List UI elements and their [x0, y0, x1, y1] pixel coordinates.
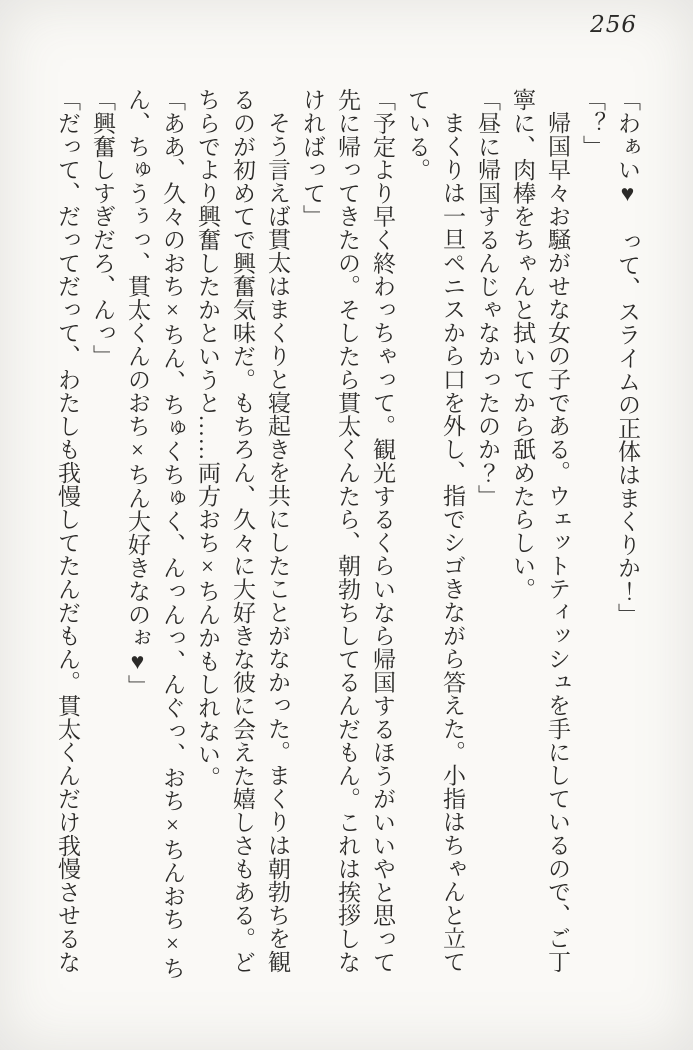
page-number: 256 [590, 12, 637, 38]
text-line: るのが初めてで興奮気味だ。もちろん、久々に大好きな彼に会えた嬉しさもある。ど [230, 88, 255, 974]
text-line: 「興奮しすぎだろ、んっ」 [90, 88, 115, 368]
text-line: 「予定より早く終わっちゃって。観光するくらいなら帰国するほうがいいやと思って [370, 88, 395, 974]
text-line: ければって」 [300, 88, 325, 228]
text-line: そう言えば貫太はまくりと寝起きを共にしたことがなかった。まくりは朝勃ちを観 [265, 111, 290, 974]
text-line: まくりは一旦ペニスから口を外し、指でシゴきながら答えた。小指はちゃんと立て [440, 111, 465, 974]
text-line: 「わぁい♥ って、スライムの正体はまくりか！」 [615, 88, 640, 626]
text-line: 「ああ、久々のおち×ちん、ちゅくちゅく、んっんっ、んぐっ、おち×ちんおち×ち [160, 88, 185, 980]
text-line: 帰国早々お騒がせな女の子である。ウェットティッシュを手にしているので、ご丁 [545, 111, 570, 974]
text-line: 「？」 [580, 88, 605, 158]
body-text [49, 88, 645, 1023]
text-line: ん、ちゅうぅっ、貫太くんのおち×ちん大好きなのぉ♥」 [125, 88, 150, 698]
text-line: ている。 [405, 88, 430, 182]
text-line: 寧に、肉棒をちゃんと拭いてから舐めたらしい。 [510, 88, 535, 601]
text-line: ちらでより興奮したかというと……両方おち×ちんかもしれない。 [195, 88, 220, 789]
text-line: 「昼に帰国するんじゃなかったのか？」 [475, 88, 500, 508]
text-line: 「だって、だってだって、わたしも我慢してたんだもん。貫太くんだけ我慢させるな [55, 88, 80, 974]
text-line: 先に帰ってきたの。そしたら貫太くんたら、朝勃ちしてるんだもん。これは挨拶しな [335, 88, 360, 974]
